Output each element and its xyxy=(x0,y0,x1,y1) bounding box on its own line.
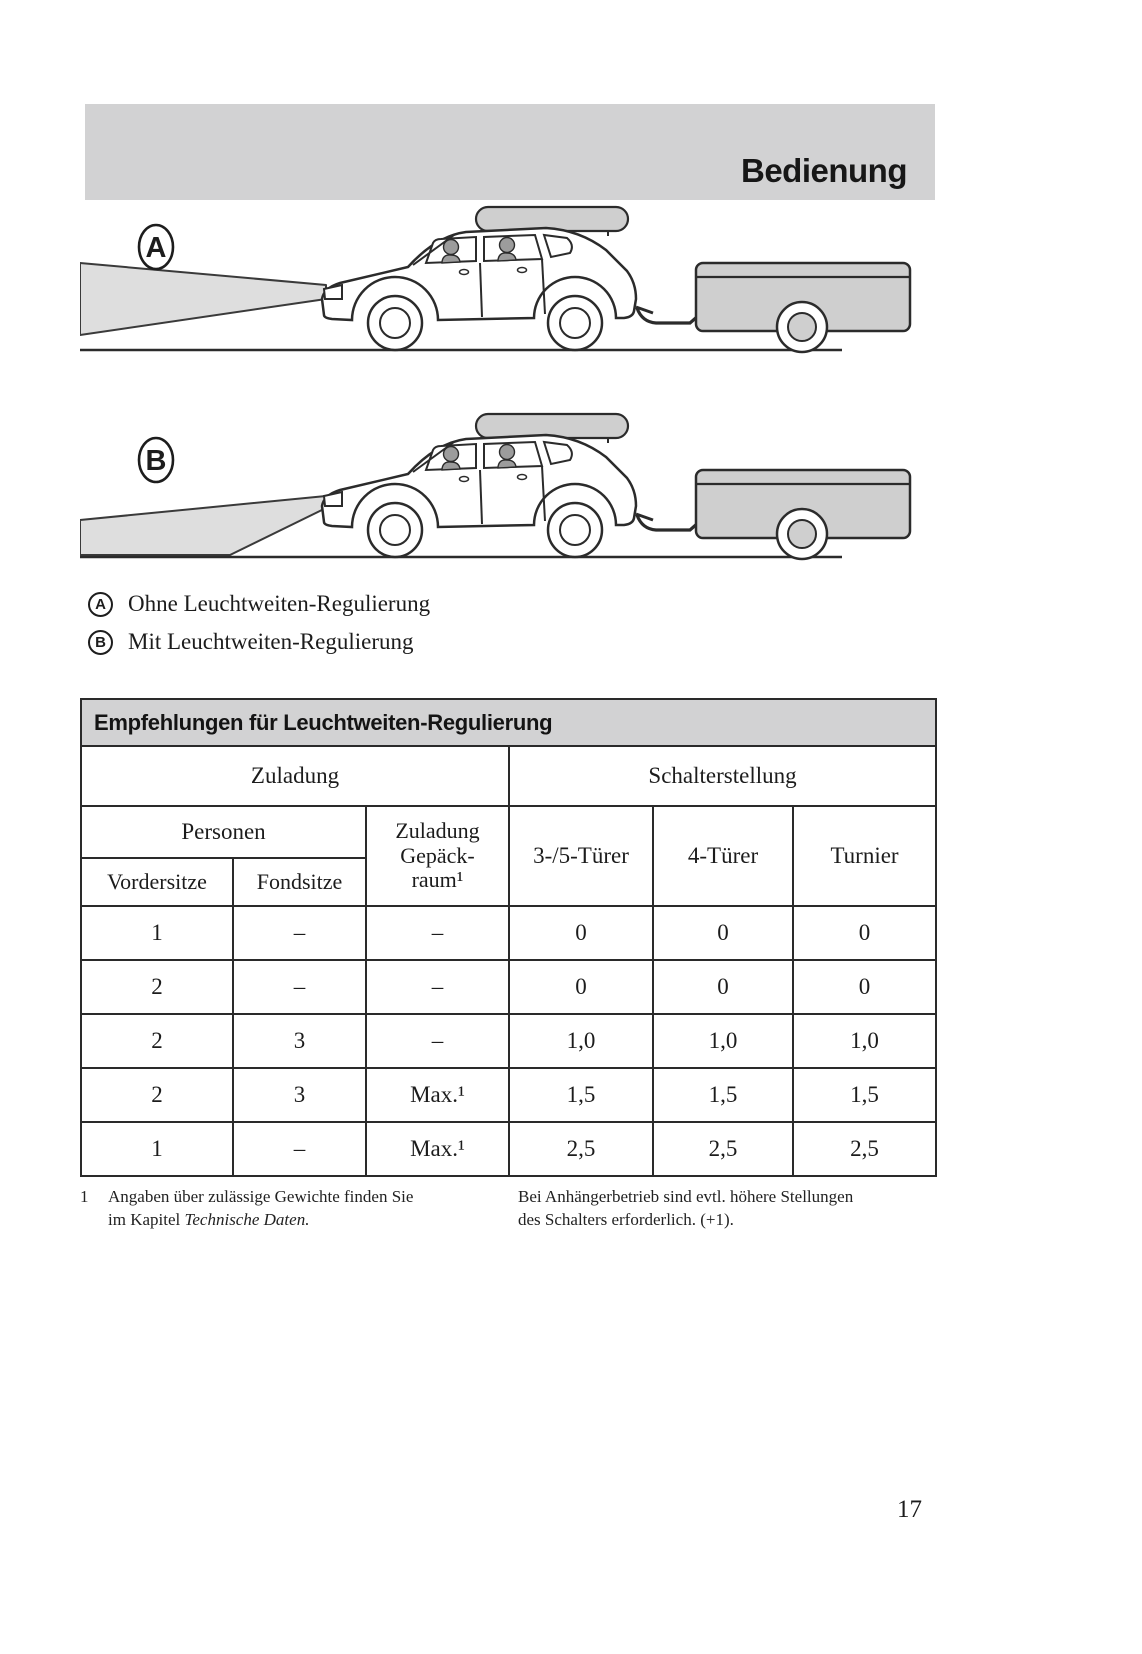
legend-item-a xyxy=(88,589,430,619)
table-cell: 1,0 xyxy=(509,1014,653,1068)
headlight-beam-lowered xyxy=(80,496,326,555)
header-4-door: 4-Türer xyxy=(653,806,793,906)
footnote-weights-line2-prefix: im Kapitel xyxy=(108,1209,185,1229)
page-title: Bedienung xyxy=(741,152,907,189)
table-row xyxy=(81,906,936,960)
table-cell: – xyxy=(366,1014,509,1068)
footnote-trailer-line1: Bei Anhängerbetrieb sind evtl. höhere Stellungen xyxy=(518,1187,854,1206)
header-luggage-line1: Zuladung xyxy=(395,818,480,844)
header-luggage-line2: Gepäck- xyxy=(400,842,475,868)
table-cell: – xyxy=(233,960,366,1014)
table-cell: 0 xyxy=(509,906,653,960)
figure-with-leveling xyxy=(80,410,935,575)
header-3-5-door: 3-/5-Türer xyxy=(509,806,653,906)
table-cell: 2,5 xyxy=(509,1122,653,1176)
table-cell: – xyxy=(233,1122,366,1176)
table-row xyxy=(81,1068,936,1122)
table-body xyxy=(81,906,936,1176)
table-cell: – xyxy=(366,906,509,960)
figure-label-b xyxy=(139,438,173,482)
table-cell: 0 xyxy=(793,906,936,960)
table-title-row xyxy=(81,699,936,746)
table-cell: 1,5 xyxy=(653,1068,793,1122)
footnote-trailer-line2: des Schalters erforderlich. (+1). xyxy=(518,1209,734,1229)
legend-caption-a: Ohne Leuchtweiten-Regulierung xyxy=(128,591,431,616)
table-cell: 1,5 xyxy=(793,1068,936,1122)
header-front-seats: Vordersitze xyxy=(81,858,233,906)
table-cell: 1 xyxy=(81,906,233,960)
table-cell: – xyxy=(233,906,366,960)
legend-caption-b: Mit Leuchtweiten-Regulierung xyxy=(128,629,414,654)
table-cell: 0 xyxy=(509,960,653,1014)
header-band xyxy=(85,104,935,200)
header-turnier: Turnier xyxy=(793,806,936,906)
figure-legend xyxy=(88,589,430,665)
table-cell: 3 xyxy=(233,1068,366,1122)
table-cell: 3 xyxy=(233,1014,366,1068)
legend-circle-a: A xyxy=(88,592,113,617)
legend-item-b xyxy=(88,627,430,657)
table-cell: 2 xyxy=(81,960,233,1014)
legend-circle-b: B xyxy=(88,630,113,655)
svg-text:A: A xyxy=(145,232,167,264)
header-luggage-line3: raum¹ xyxy=(411,867,464,893)
table-cell: 2,5 xyxy=(653,1122,793,1176)
header-luggage-load xyxy=(366,806,509,906)
svg-text:B: B xyxy=(145,445,167,477)
group-header-load: Zuladung xyxy=(81,746,509,806)
footnote-weights xyxy=(80,1186,485,1232)
footnote-weights-line1: Angaben über zulässige Gewichte finden Sie xyxy=(108,1187,414,1206)
page-number: 17 xyxy=(897,1496,922,1523)
table-title: Empfehlungen für Leuchtweiten-Regulierung xyxy=(81,699,936,746)
table-subheader-row-1 xyxy=(81,806,936,858)
footnote-marker: 1 xyxy=(80,1187,89,1206)
table-cell: 0 xyxy=(793,960,936,1014)
table-row xyxy=(81,960,936,1014)
footnote-trailer xyxy=(518,1186,935,1232)
group-header-switch-position: Schalterstellung xyxy=(509,746,936,806)
table-cell: 1 xyxy=(81,1122,233,1176)
footnote-weights-line2 xyxy=(108,1209,485,1232)
figure-label-a xyxy=(139,225,173,269)
table-row xyxy=(81,1014,936,1068)
table-row xyxy=(81,1122,936,1176)
table-cell: 1,0 xyxy=(653,1014,793,1068)
header-rear-seats: Fondsitze xyxy=(233,858,366,906)
table-cell: 2 xyxy=(81,1014,233,1068)
footnote-weights-chapter-ref: Technische Daten. xyxy=(184,1209,310,1229)
table-cell: 2 xyxy=(81,1068,233,1122)
footnote-weights-text xyxy=(108,1186,485,1232)
car-trailer-illustration-a xyxy=(80,203,935,368)
table-cell: 0 xyxy=(653,906,793,960)
table-cell: Max.¹ xyxy=(366,1122,509,1176)
car-trailer-illustration-b xyxy=(80,410,935,575)
figure-without-leveling xyxy=(80,203,935,368)
leveling-recommendations-table xyxy=(80,698,937,1177)
footnotes xyxy=(80,1186,935,1232)
table-cell: – xyxy=(366,960,509,1014)
table-cell: 0 xyxy=(653,960,793,1014)
header-persons: Personen xyxy=(81,806,366,858)
table-group-header-row xyxy=(81,746,936,806)
table-cell: 2,5 xyxy=(793,1122,936,1176)
page-number-container xyxy=(80,1496,935,1524)
table-cell: 1,0 xyxy=(793,1014,936,1068)
headlight-beam-raised xyxy=(80,263,326,335)
table-cell: 1,5 xyxy=(509,1068,653,1122)
table-cell: Max.¹ xyxy=(366,1068,509,1122)
